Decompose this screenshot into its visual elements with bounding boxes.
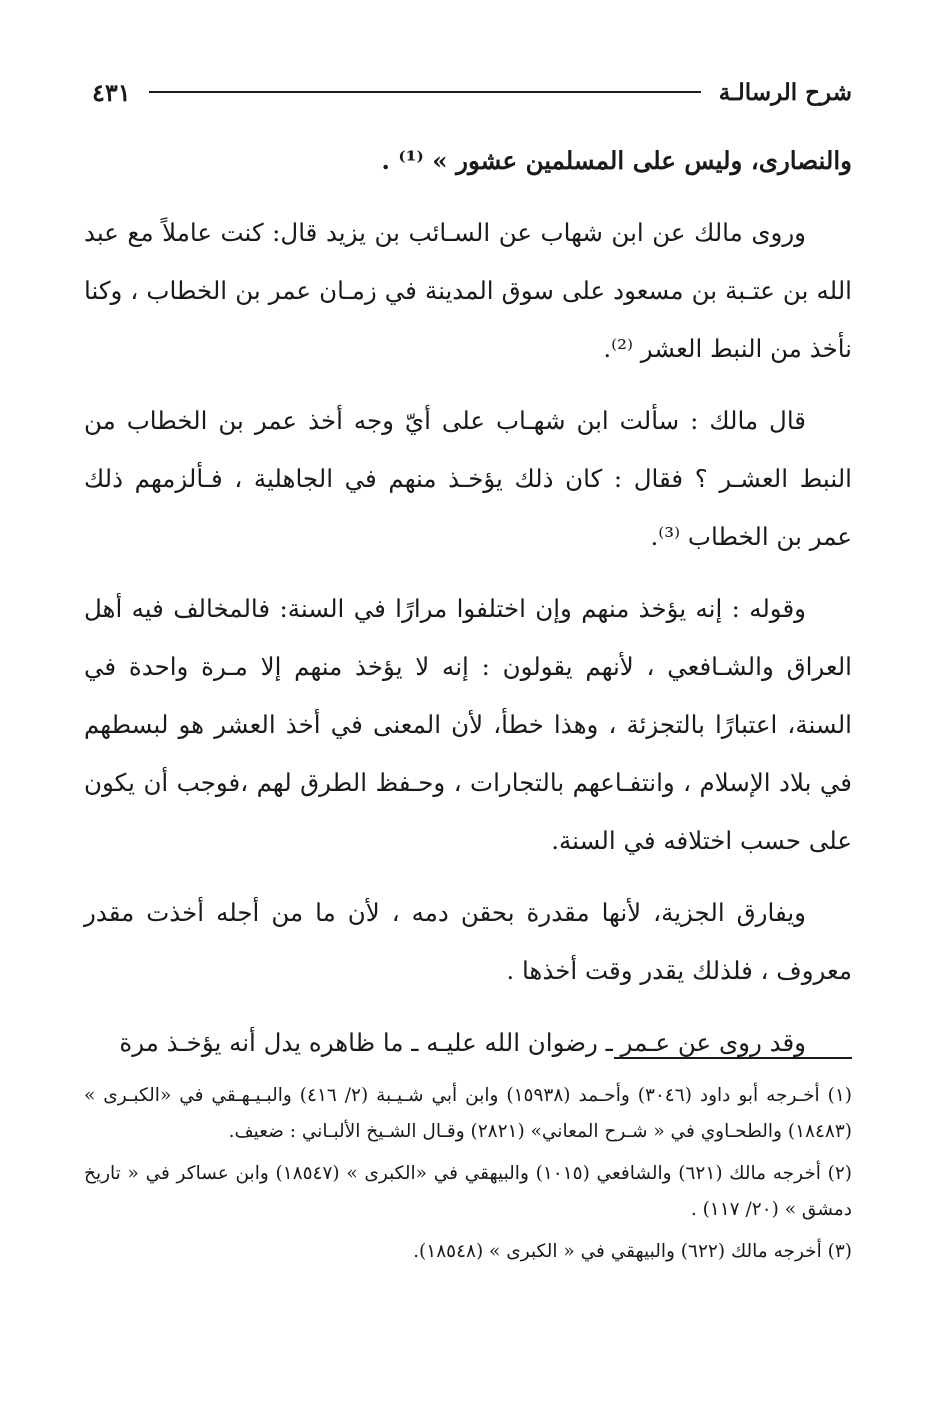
running-title: شرح الرسالـة xyxy=(718,78,852,106)
paragraph-3: قال مالك : سألت ابن شهـاب على أيّ وجه أخذ عمر بن الخطاب من النبط العشـر ؟ فقال : كان ذلك يؤخـذ منهم في الجاهلية ، فـألزمهم ذلك عمر بن الخطاب ⁽³⁾. xyxy=(84,406,852,551)
paragraph-4: وقوله : إنه يؤخذ منهم وإن اختلفوا مرارًا في السنة: فالمخالف فيه أهل العراق والشـافعي ، لأنهم يقولون : إنه لا يؤخذ منهم إلا مـرة واحدة في السنة، اعتبارًا بالتجزئة ، وهذا خطأ، لأن المعنى في أخذ العشر هو لبسطهم في بلاد الإسلام ، وانتفـاعهم بالتجارات ، وحـفظ الطرق لهم ،فوجب أن يكون على حسب اختلافه في السنة. xyxy=(84,594,852,855)
footnotes xyxy=(84,1078,852,1276)
paragraph-6: وقد روى عن عـمر ـ رضوان الله عليـه ـ ما ظاهره يدل أنه يؤخـذ مرة xyxy=(119,1028,806,1057)
main-text xyxy=(84,132,852,1072)
footnote-rule xyxy=(614,1057,852,1059)
footnote-3: (٣) أخرجه مالك (٦٢٢) والبيهقي في « الكبرى » (١٨٥٤٨). xyxy=(413,1241,852,1262)
paragraph-5: ويفارق الجزية، لأنها مقدرة بحقن دمه ، لأن ما من أجله أخذت مقدر معروف ، فلذلك يقدر وقت أخذها . xyxy=(84,898,852,985)
paragraph-2: وروى مالك عن ابن شهاب عن السـائب بن يزيد قال: كنت عاملاً مع عبد الله بن عتـبة بن مسعود على سوق المدينة في زمـان عمر بن الخطاب ، وكنا نأخذ من النبط العشر ⁽²⁾. xyxy=(84,218,852,363)
page-number: ٤٣١ xyxy=(92,77,131,107)
page-header xyxy=(92,72,852,112)
header-rule xyxy=(149,91,701,93)
footnote-1: (١) أخـرجه أبو داود (٣٠٤٦) وأحـمد (١٥٩٣٨) وابن أبي شـيـبة (٢/ ٤١٦) والبـيـهـقي في «الكبـرى » (١٨٤٨٣) والطحـاوي في « شـرح المعاني» (٢٨٢١) وقـال الشـيخ الألبـاني : ضعيف. xyxy=(84,1085,852,1142)
footnote-2: (٢) أخرجه مالك (٦٢١) والشافعي (١٠١٥) والبيهقي في «الكبرى » (١٨٥٤٧) وابن عساكر في « تاريخ دمشق » (٢٠/ ١١٧) . xyxy=(84,1163,852,1220)
paragraph-1: والنصارى، وليس على المسلمين عشور » ⁽¹⁾ . xyxy=(381,146,852,175)
